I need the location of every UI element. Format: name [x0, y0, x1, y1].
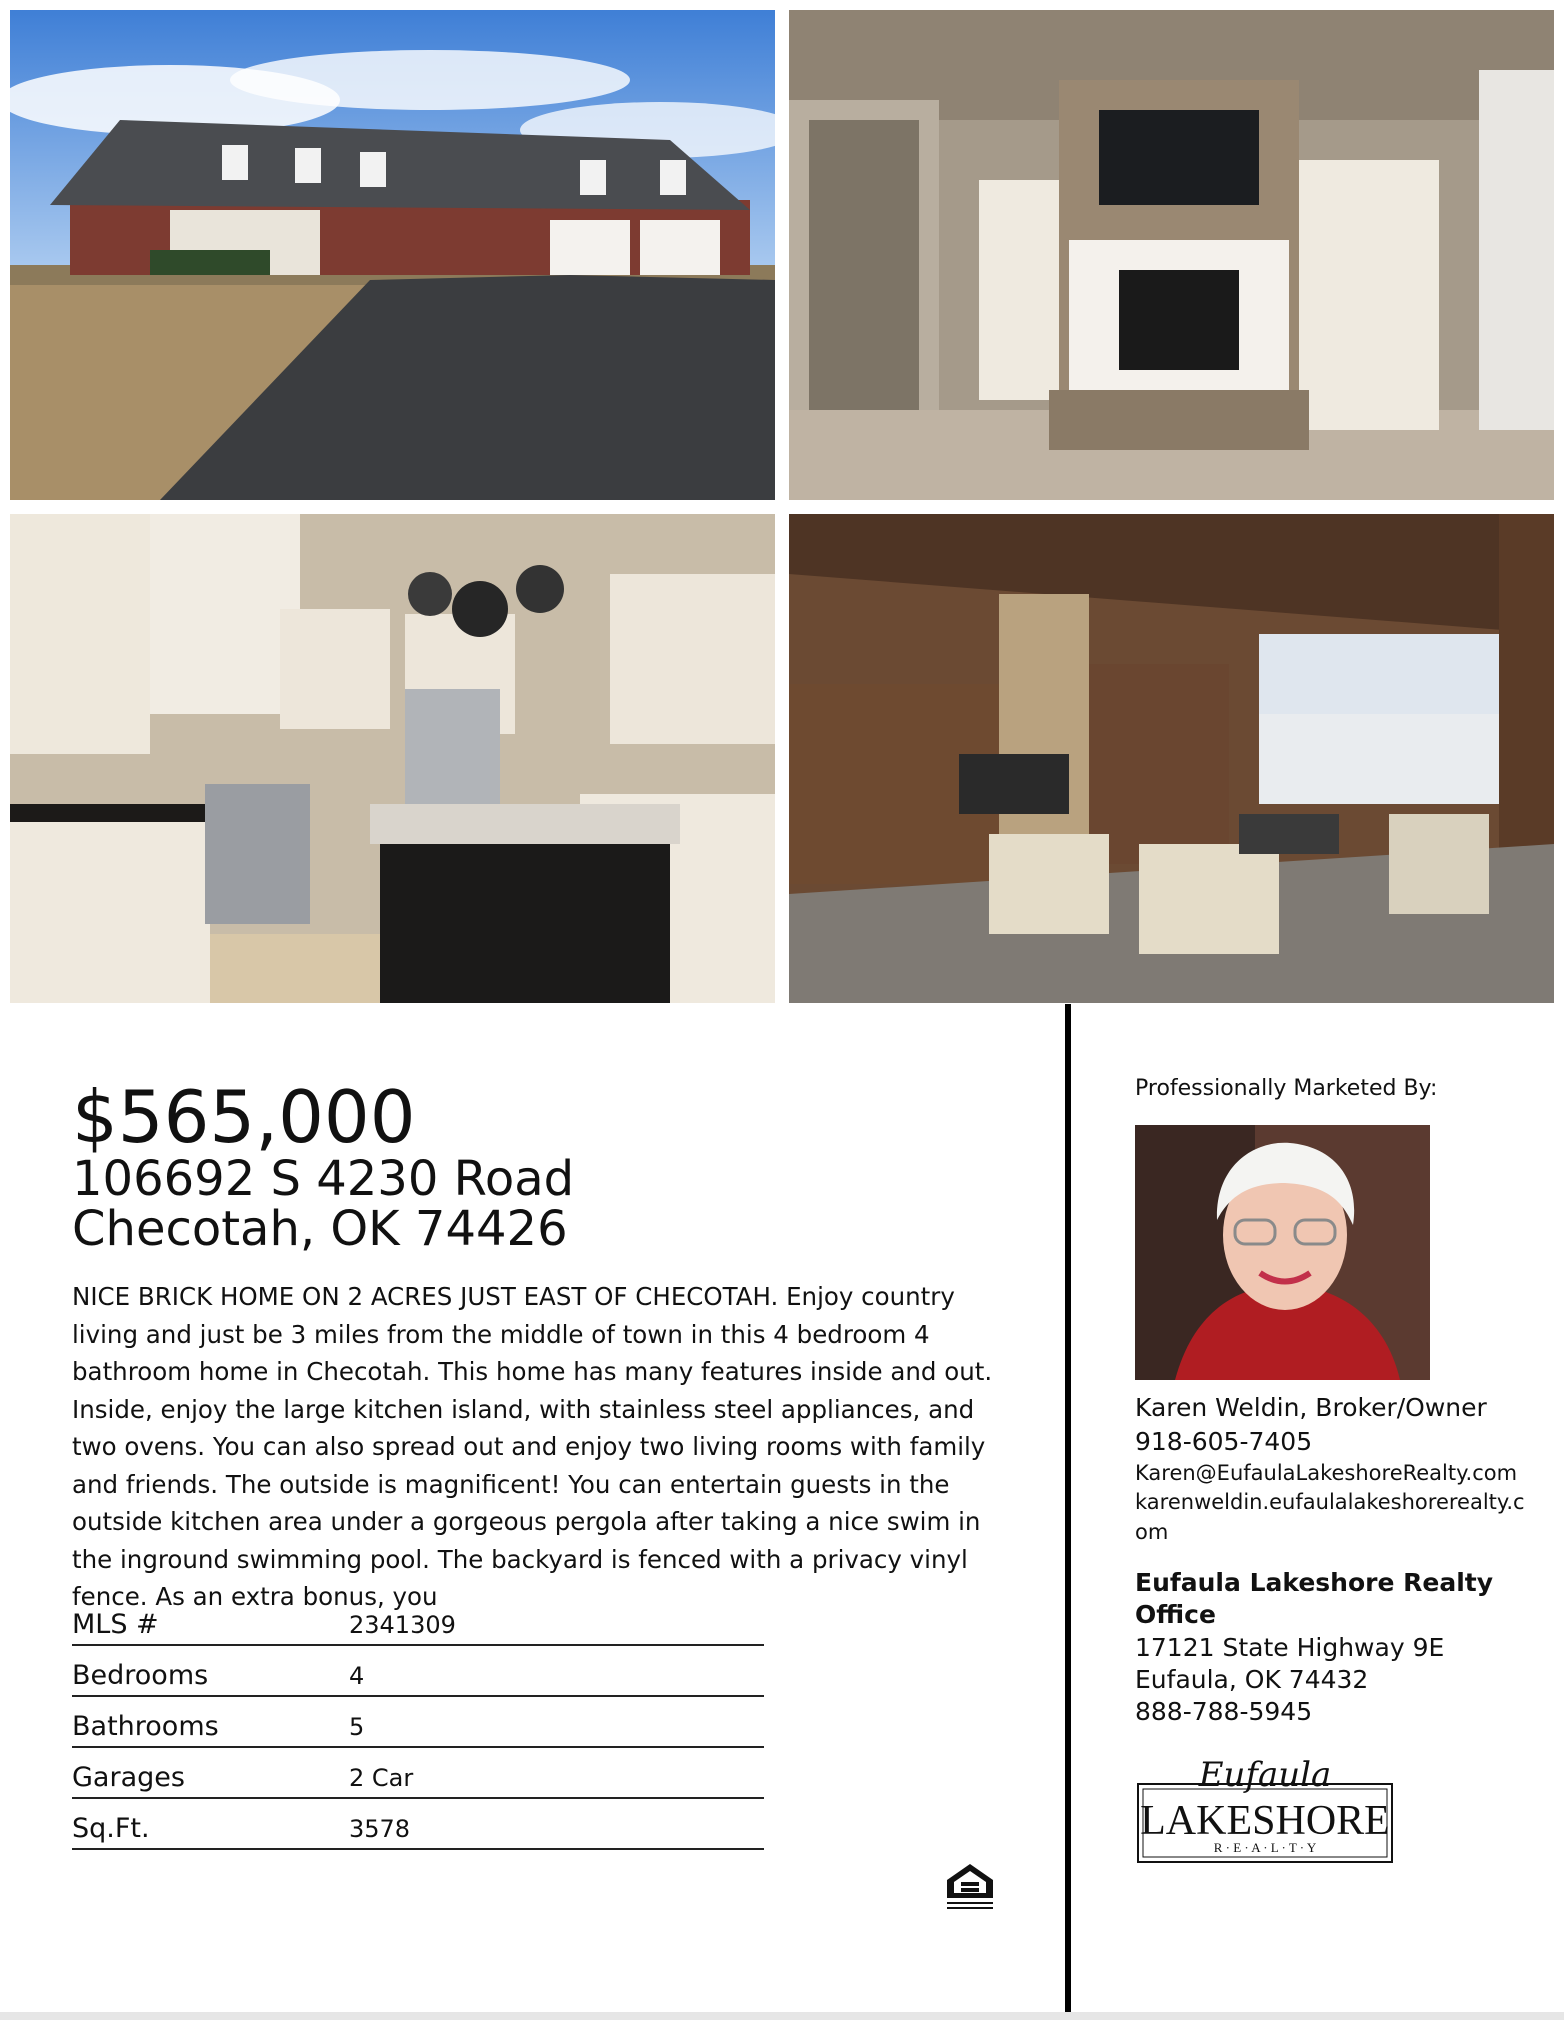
fact-value: 2 Car: [349, 1764, 414, 1792]
agent-phone[interactable]: 918-605-7405: [1135, 1427, 1313, 1456]
fact-value: 2341309: [349, 1611, 456, 1639]
fact-label: Garages: [72, 1762, 185, 1793]
fact-value: 5: [349, 1713, 365, 1741]
fact-value: 4: [349, 1662, 365, 1690]
listing-price: $565,000: [72, 1075, 416, 1159]
lakeshore-logo: [1135, 1756, 1395, 1866]
fact-row-mls: [72, 1598, 764, 1646]
photo-living-room: [789, 10, 1554, 500]
photo-kitchen: [10, 514, 775, 1003]
office-name: Eufaula Lakeshore Realty Office: [1135, 1568, 1494, 1629]
fact-label: MLS #: [72, 1609, 159, 1640]
office-city: Eufaula, OK 74432: [1135, 1665, 1369, 1694]
bottom-band: [0, 2012, 1564, 2020]
fact-value: 3578: [349, 1815, 411, 1843]
office-phone[interactable]: 888-788-5945: [1135, 1697, 1313, 1726]
agent-name: Karen Weldin, Broker/Owner: [1135, 1393, 1487, 1422]
photo-exterior: [10, 10, 775, 500]
office-street: 17121 State Highway 9E: [1135, 1633, 1445, 1662]
fact-row-sqft: [72, 1802, 764, 1850]
fact-label: Bathrooms: [72, 1711, 219, 1742]
agent-email[interactable]: Karen@EufaulaLakeshoreRealty.com: [1135, 1461, 1518, 1485]
marketed-by-label: Professionally Marketed By:: [1135, 1076, 1438, 1101]
fact-row-bathrooms: [72, 1700, 764, 1748]
fact-label: Sq.Ft.: [72, 1813, 150, 1844]
column-divider: [1065, 1004, 1071, 2012]
fact-row-bedrooms: [72, 1649, 764, 1697]
fact-label: Bedrooms: [72, 1660, 209, 1691]
agent-photo: [1135, 1125, 1430, 1380]
fact-row-garages: [72, 1751, 764, 1799]
equal-housing-icon: [944, 1862, 996, 1912]
agent-website[interactable]: karenweldin.eufaulalakeshorerealty.com: [1135, 1490, 1525, 1544]
logo-main: LAKESHORE: [1140, 1798, 1390, 1844]
address-line-1: 106692 S 4230 Road: [72, 1151, 575, 1207]
address-line-2: Checotah, OK 74426: [72, 1201, 568, 1257]
logo-script: Eufaula: [1198, 1755, 1332, 1795]
listing-description: NICE BRICK HOME ON 2 ACRES JUST EAST OF CHECOTAH. Enjoy country living and just be 3 miles from the middle of town in this 4 bedroom 4 bathroom home in Checotah. This home has many features inside and out. Inside, enjoy the large kitchen island, with stainless steel appliances, and two ovens. You can also spread out and enjoy two living rooms with family and friends. The outside is magnificent! You can entertain guests in the outside kitchen area under a gorgeous pergola after taking a nice swim in the inground swimming pool. The backyard is fenced with a privacy vinyl fence. As an extra bonus, you: [72, 1282, 993, 1611]
photo-patio: [789, 514, 1554, 1003]
facts-table: [72, 1598, 764, 1853]
logo-sub: R · E · A · L · T · Y: [1213, 1840, 1317, 1855]
